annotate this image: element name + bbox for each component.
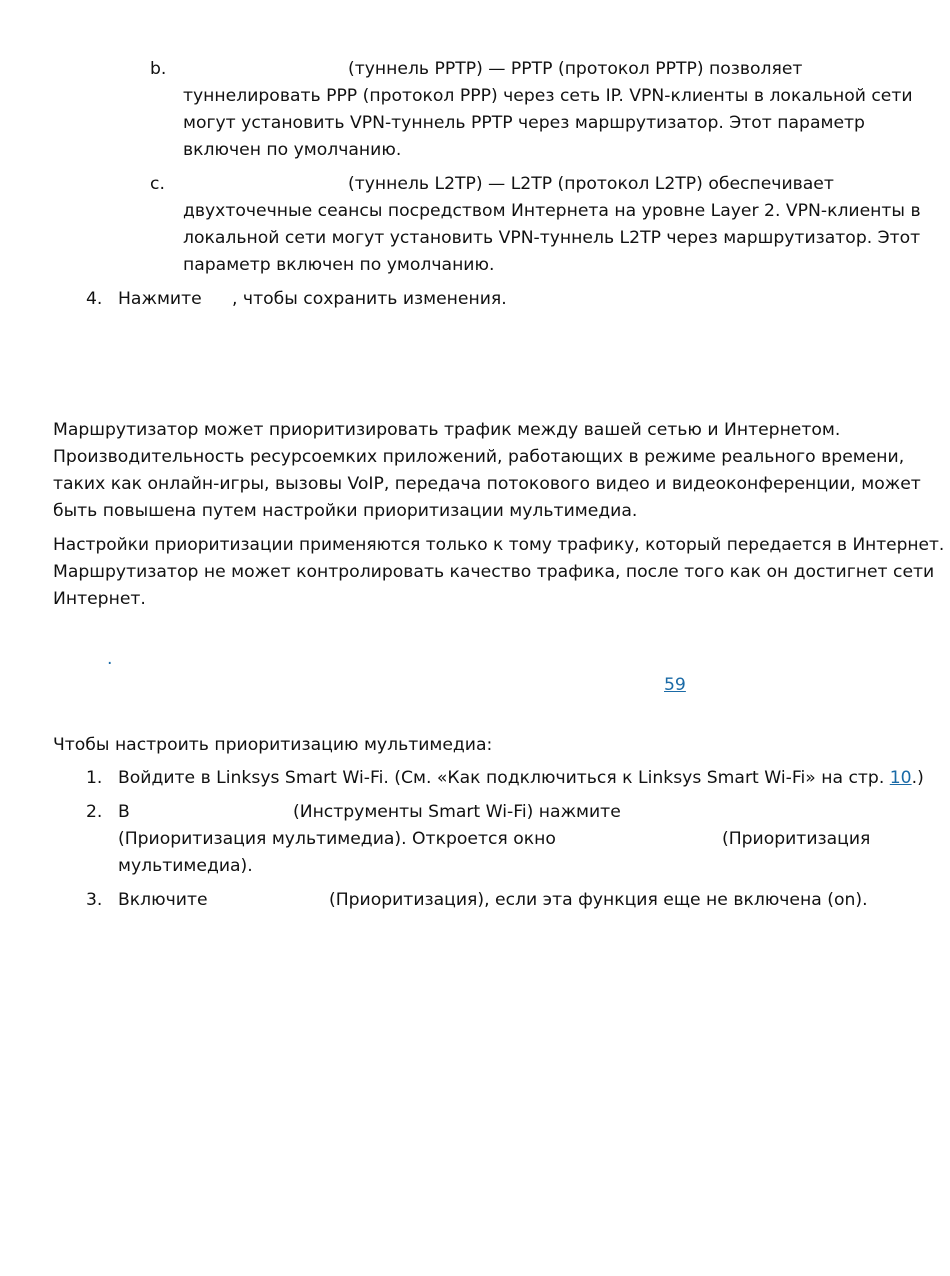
para1-line-4: быть повышена путем настройки приоритизации мультимедиа. — [53, 501, 638, 521]
pptp-line-2: туннелировать PPP (протокол PPP) через сеть IP. VPN-клиенты в локальной сети — [183, 86, 913, 106]
list-marker-b: b. — [150, 59, 167, 79]
page-10-link[interactable]: 10 — [889, 768, 912, 788]
pptp-line-1: (туннель PPTP) — PPTP (протокол PPTP) позволяет — [348, 59, 803, 79]
step-3-text-b: (Приоритизация), если эта функция еще не включена (on). — [329, 890, 868, 910]
para2-line-1: Настройки приоритизации применяются только к тому трафику, который передается в Интернет. — [53, 535, 945, 555]
para1-line-2: Производительность ресурсоемких приложений, работающих в режиме реального времени, — [53, 447, 905, 467]
step-2-text-b: (Инструменты Smart Wi-Fi) нажмите — [293, 802, 621, 822]
l2tp-line-2: двухточечные сеансы посредством Интернета на уровне Layer 2. VPN-клиенты в — [183, 201, 921, 221]
step-2-text-d: (Приоритизация — [722, 829, 871, 849]
l2tp-line-3: локальной сети могут установить VPN-туннель L2TP через маршрутизатор. Этот — [183, 228, 921, 248]
step-1-end: .) — [911, 768, 924, 788]
para1-line-1: Маршрутизатор может приоритизировать трафик между вашей сетью и Интернетом. — [53, 420, 841, 440]
list-marker-c: c. — [150, 174, 165, 194]
para2-line-2: Маршрутизатор не может контролировать качество трафика, после того как он достигнет сети — [53, 562, 935, 582]
para1-line-3: таких как онлайн-игры, вызовы VoIP, передача потокового видео и видеоконференции, может — [53, 474, 921, 494]
note-dot: . — [107, 649, 113, 669]
step-3-text-a: Включите — [118, 890, 208, 910]
step-3-marker: 3. — [86, 890, 103, 910]
step-2-marker: 2. — [86, 802, 103, 822]
step-4-text-b: , чтобы сохранить изменения. — [232, 289, 507, 309]
step-4-text-a: Нажмите — [118, 289, 202, 309]
step-2-text-c: (Приоритизация мультимедиа). Откроется окно — [118, 829, 556, 849]
para2-line-3: Интернет. — [53, 589, 146, 609]
procedure-intro: Чтобы настроить приоритизацию мультимедиа: — [53, 735, 493, 755]
pptp-line-4: включен по умолчанию. — [183, 140, 402, 160]
step-1-text: Войдите в Linksys Smart Wi-Fi. (См. «Как подключиться к Linksys Smart Wi-Fi» на стр. — [118, 768, 885, 788]
step-2-text-e: мультимедиа). — [118, 856, 253, 876]
step-4-marker: 4. — [86, 289, 103, 309]
page-59-link[interactable]: 59 — [664, 675, 686, 695]
l2tp-line-1: (туннель L2TP) — L2TP (протокол L2TP) обеспечивает — [348, 174, 834, 194]
step-2-text-a: В — [118, 802, 130, 822]
pptp-line-3: могут установить VPN-туннель PPTP через маршрутизатор. Этот параметр — [183, 113, 865, 133]
step-1-line — [118, 767, 924, 789]
step-1-marker: 1. — [86, 768, 103, 788]
l2tp-line-4: параметр включен по умолчанию. — [183, 255, 495, 275]
